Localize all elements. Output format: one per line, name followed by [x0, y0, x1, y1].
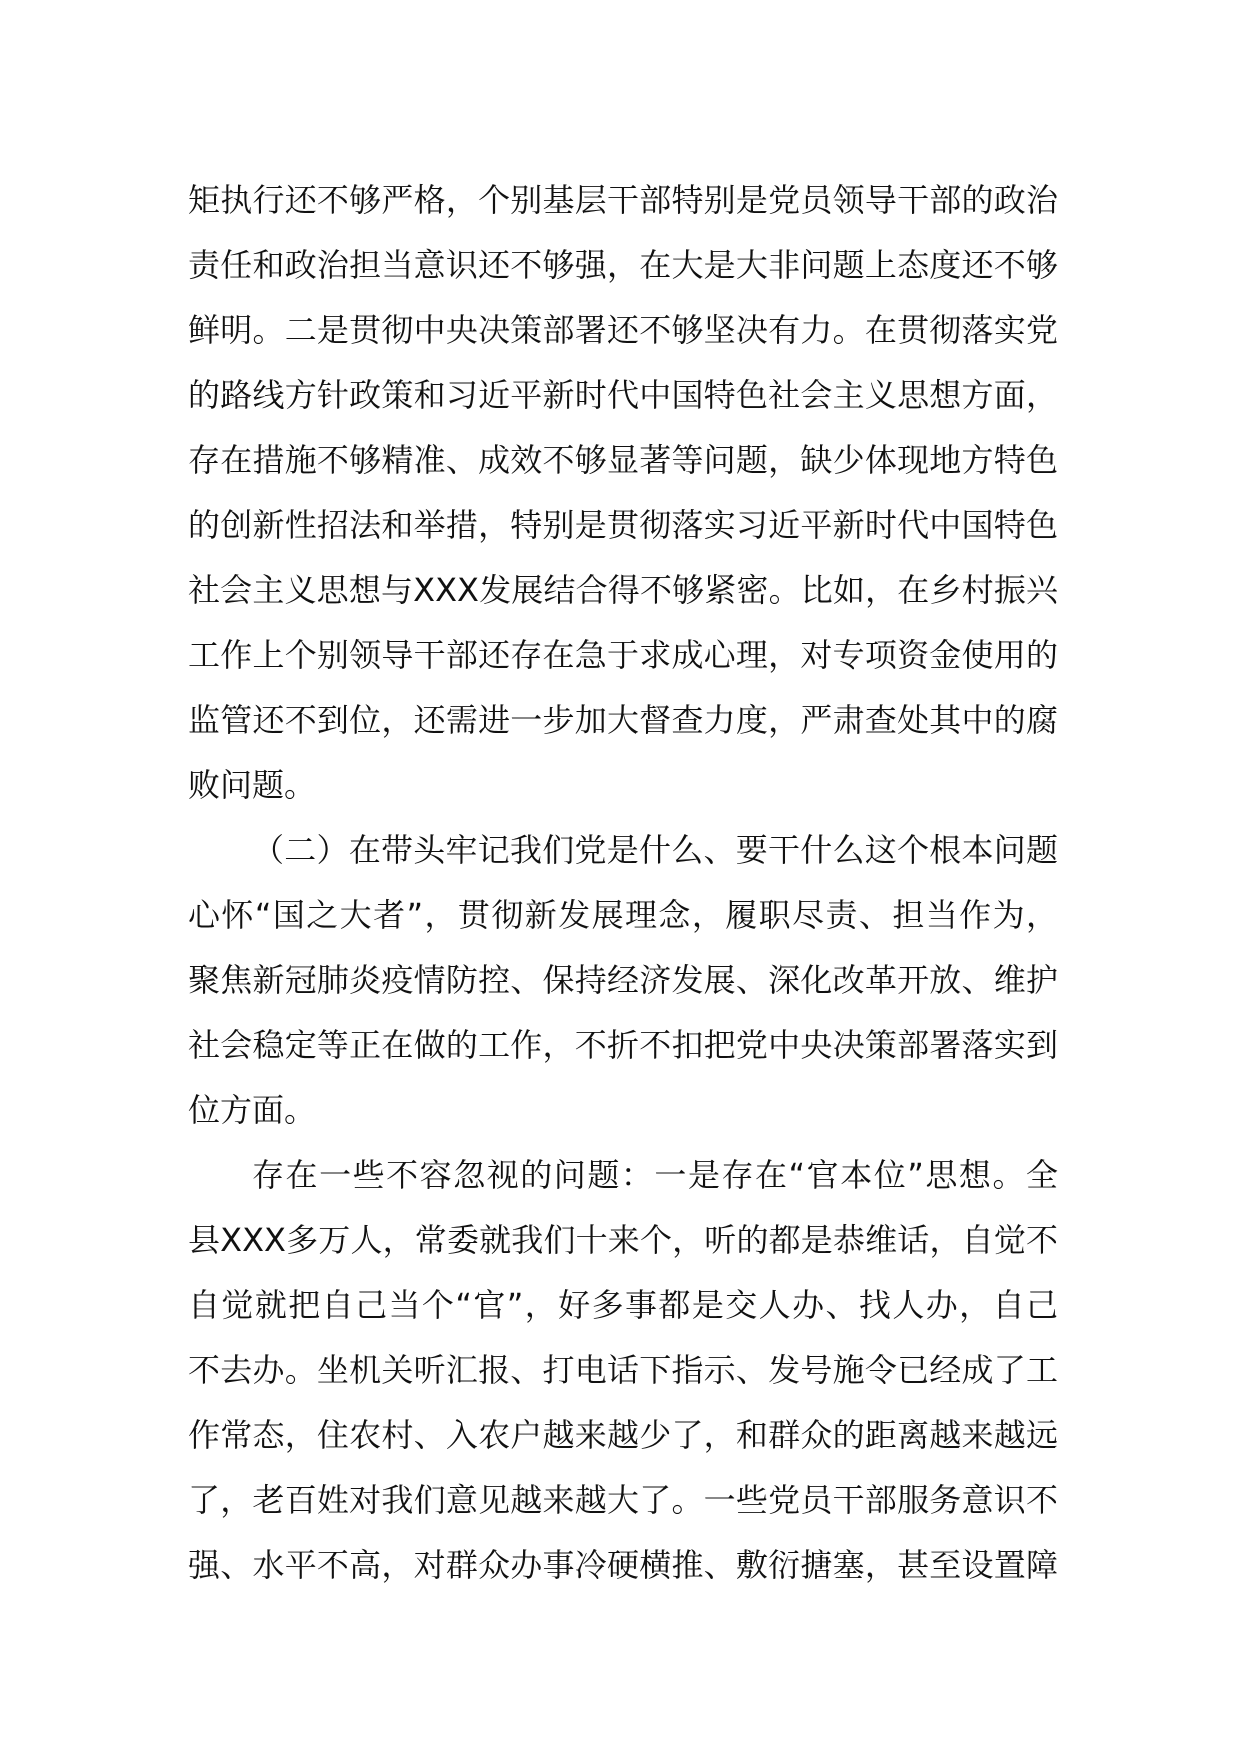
- text-line: 县XXX多万人，常委就我们十来个，听的都是恭维话，自觉不: [188, 1221, 1058, 1259]
- text-line: 工作上个别领导干部还存在急于求成心理，对专项资金使用的: [188, 636, 1058, 674]
- text-line: 存在措施不够精准、成效不够显著等问题，缺少体现地方特色: [188, 441, 1058, 479]
- text-line: 存在一些不容忽视的问题：一是存在“官本位”思想。全: [252, 1156, 1058, 1194]
- text-line: 了，老百姓对我们意见越来越大了。一些党员干部服务意识不: [188, 1481, 1058, 1519]
- text-line: 位方面。: [188, 1091, 317, 1129]
- text-line: 败问题。: [188, 766, 317, 804]
- text-line: 监管还不到位，还需进一步加大督查力度，严肃查处其中的腐: [188, 701, 1058, 739]
- text-line: 责任和政治担当意识还不够强，在大是大非问题上态度还不够: [188, 246, 1058, 284]
- text-line: 矩执行还不够严格，个别基层干部特别是党员领导干部的政治: [188, 181, 1058, 219]
- text-line: 社会主义思想与XXX发展结合得不够紧密。比如，在乡村振兴: [188, 571, 1058, 609]
- text-line: 的创新性招法和举措，特别是贯彻落实习近平新时代中国特色: [188, 506, 1058, 544]
- text-line: 鲜明。二是贯彻中央决策部署还不够坚决有力。在贯彻落实党: [188, 311, 1058, 349]
- text-line: 聚焦新冠肺炎疫情防控、保持经济发展、深化改革开放、维护: [188, 961, 1058, 999]
- text-line: 作常态，住农村、入农户越来越少了，和群众的距离越来越远: [188, 1416, 1058, 1454]
- text-line: 强、水平不高，对群众办事冷硬横推、敷衍搪塞，甚至设置障: [188, 1546, 1058, 1584]
- text-line: 社会稳定等正在做的工作，不折不扣把党中央决策部署落实到: [188, 1026, 1058, 1064]
- text-line: 的路线方针政策和习近平新时代中国特色社会主义思想方面，: [188, 376, 1058, 414]
- text-line: 心怀“国之大者”，贯彻新发展理念，履职尽责、担当作为，: [188, 896, 1058, 934]
- text-line: （二）在带头牢记我们党是什么、要干什么这个根本问题: [252, 831, 1058, 869]
- text-line: 不去办。坐机关听汇报、打电话下指示、发号施令已经成了工: [188, 1351, 1058, 1389]
- document-body: [188, 168, 1058, 1598]
- text-line: 自觉就把自己当个“官”，好多事都是交人办、找人办，自己: [188, 1286, 1058, 1324]
